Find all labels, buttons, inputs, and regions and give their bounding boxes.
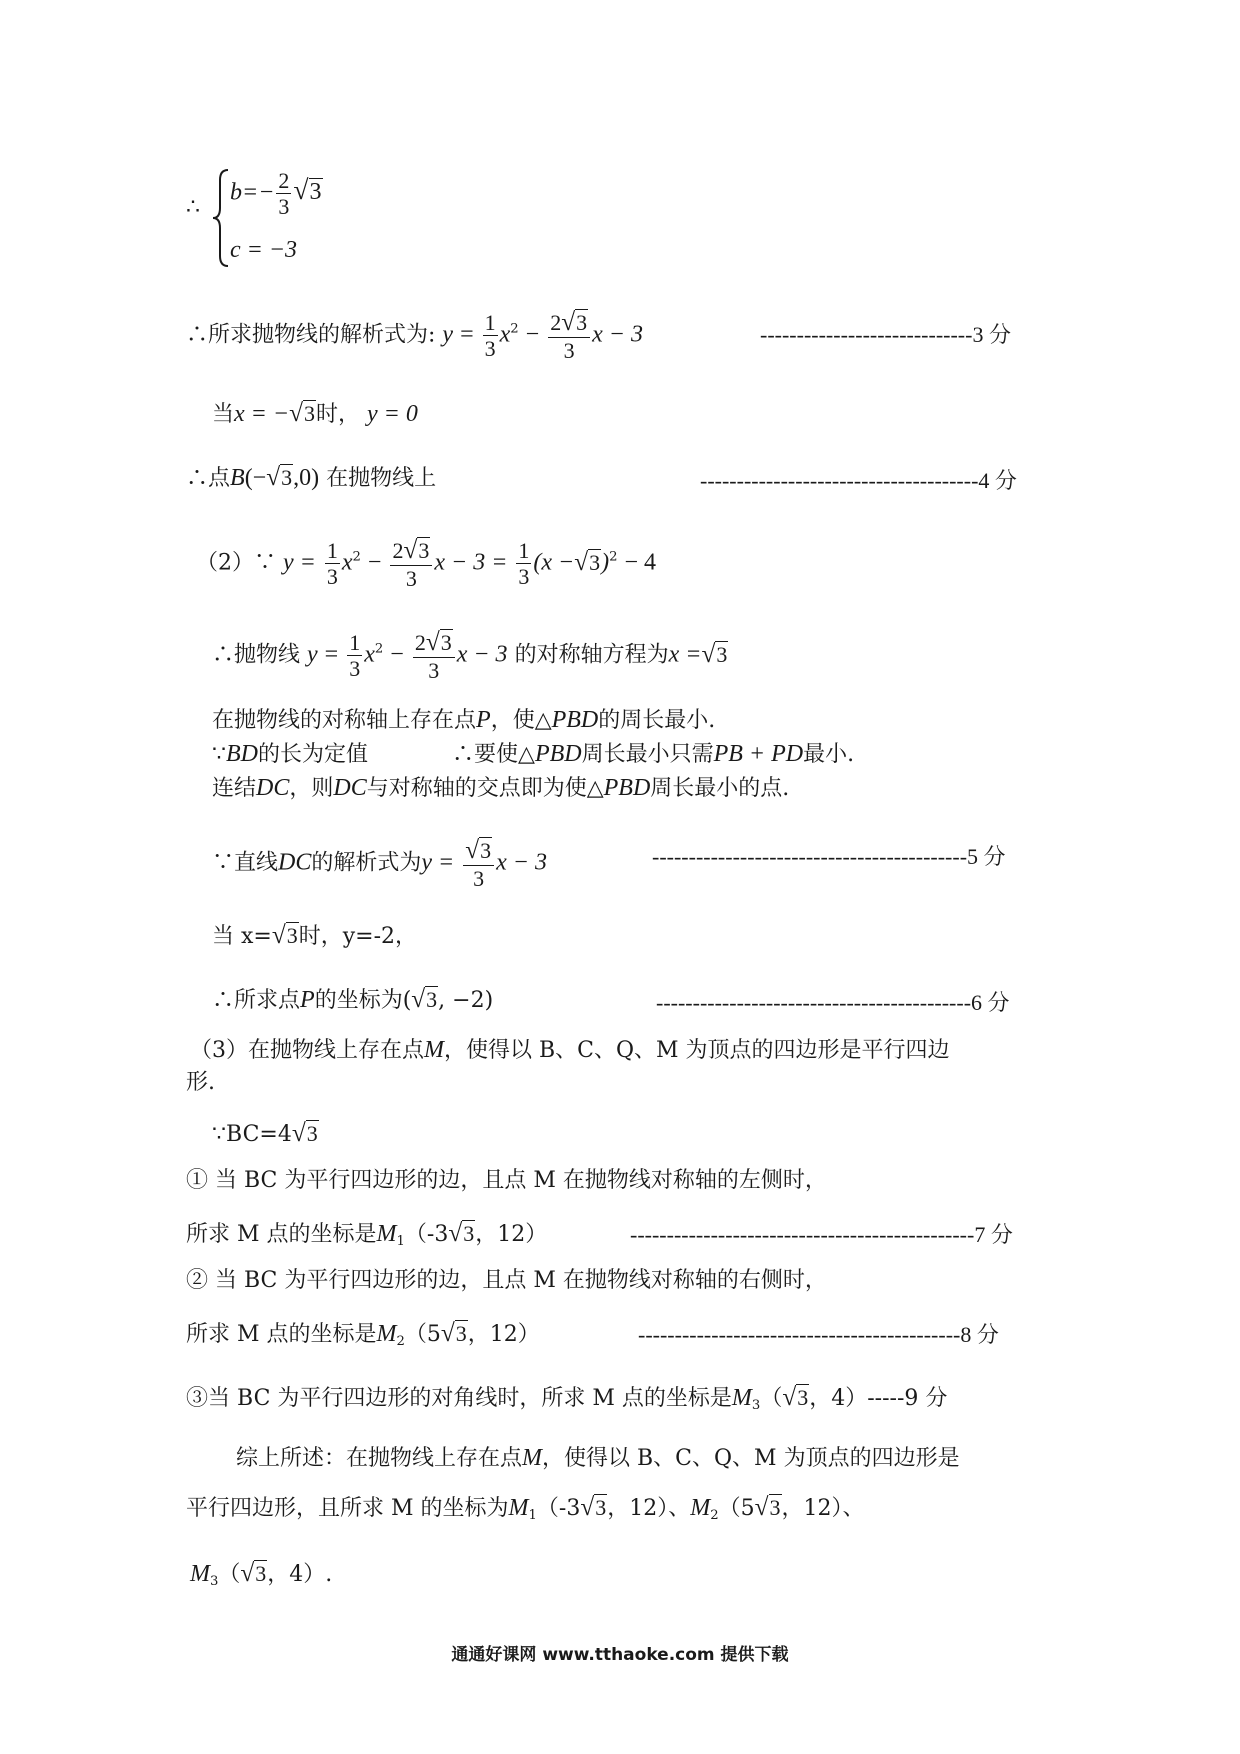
bc-length-line: ∵BC=4√3 — [212, 1119, 318, 1147]
score-5: -------------------------------------------5 分 — [652, 844, 1006, 869]
score-3: -----------------------------3 分 — [760, 322, 1011, 347]
score-4: --------------------------------------4 分 — [700, 468, 1017, 493]
summary-line-1: 综上所述：在抛物线上存在点M，使得以 B、C、Q、M 为顶点的四边形是 — [236, 1445, 960, 1471]
case-1-answer: 所求 M 点的坐标是$M_1(-3√3$，12） — [186, 1219, 548, 1249]
text-line-6: 在抛物线的对称轴上存在点P，使△PBD的周长最小. — [212, 707, 716, 733]
case-1-line: ① 当 BC 为平行四边形的边，且点 M 在抛物线对称轴的左侧时， — [186, 1168, 827, 1193]
summary-line-2: 平行四边形，且所求 M 的坐标为$M_1(-3√3$，12）、$M_2(5√3$，12）、 — [186, 1493, 865, 1523]
part-3-line-cont: 形. — [186, 1070, 215, 1095]
left-brace — [210, 168, 230, 268]
axis-of-symmetry-line: ∴抛物线 y = $\frac{1}{3}$ $x^2$ − $\frac{2√3}{3}$ x − 3 的对称轴方程为x =√3 — [212, 628, 728, 684]
part-2-vertex-form: （2）∵ y = $\frac{1}{3}$ $x^2$ − $\frac{2√3}{3}$ x − 3 = $\frac{1}{3}$ $(x -√3)^2 - 4$ — [196, 536, 657, 592]
score-6: -------------------------------------------6 分 — [656, 990, 1010, 1015]
when-x-line: 当x = −√3时， y = 0 — [212, 399, 418, 427]
case-2-answer: 所求 M 点的坐标是$M_2(5√3$，12） — [186, 1319, 540, 1349]
score-8: --------------------------------------------8 分 — [638, 1322, 999, 1347]
line-dc-expression: ∵直线DC的解析式为y = $\frac{√3}{3}$ x − 3 — [212, 836, 547, 892]
parabola-expression-line: ∴所求抛物线的解析式为: y = $\frac{1}{3}$ $x^2$ − $\frac{2√3}{3}$ x − 3 — [186, 308, 643, 364]
case-2-line: ② 当 BC 为平行四边形的边，且点 M 在抛物线对称轴的右侧时， — [186, 1268, 827, 1293]
score-7: -----------------------------------------------7 分 — [630, 1222, 1013, 1247]
point-p-line: ∴所求点P的坐标为(√3, −2) — [212, 985, 494, 1013]
when-x-sqrt3-line: 当 x=√3时，y=-2， — [212, 921, 418, 949]
case-3-answer: ③当 BC 为平行四边形的对角线时，所求 M 点的坐标是$M_3(√3$，4）-----9 分 — [186, 1383, 948, 1413]
therefore-symbol: ∴ — [186, 195, 200, 220]
text-line-8: 连结DC，则DC与对称轴的交点即为使△PBD周长最小的点. — [212, 775, 790, 801]
summary-line-3: $M_3(√3$，4）. — [190, 1559, 333, 1589]
equation-c: c = −3 — [230, 237, 298, 263]
equation-b: b=− $\frac{2}{3}$ √3 — [230, 168, 322, 220]
text-line-7: ∵BD的长为定值 ∴要使△PBD周长最小只需PB + PD最小. — [212, 741, 855, 767]
footer-source: 通通好课网 www.tthaoke.com 提供下载 — [451, 1645, 789, 1665]
point-b-line: ∴点B(−√3,0) 在抛物线上 — [186, 463, 437, 491]
part-3-line: （3）在抛物线上存在点M，使得以 B、C、Q、M 为顶点的四边形是平行四边 — [190, 1037, 950, 1063]
